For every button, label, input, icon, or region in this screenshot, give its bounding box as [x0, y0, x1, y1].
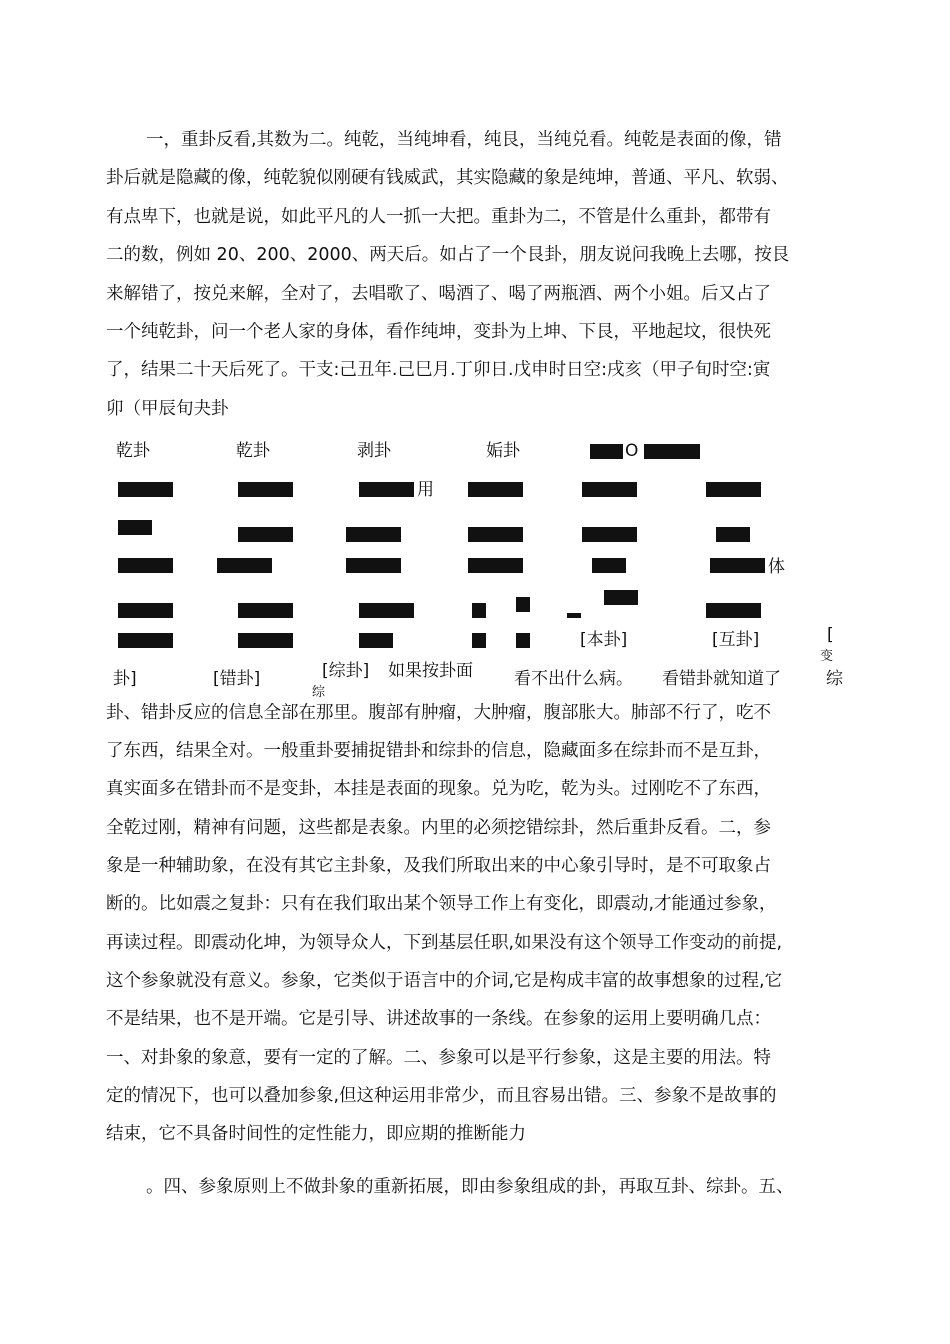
text-line: 了，结果二十天后死了。干支:己丑年.己巳月.丁卯日.戊申时日空:戌亥（甲子旬时空:寅 — [106, 360, 771, 380]
text-line: 卯（甲辰旬夬卦 — [106, 399, 229, 419]
hexagram-caption: [本卦] — [580, 630, 628, 650]
text-line: 真实面多在错卦而不是变卦，本挂是表面的现象。兑为吃，乾为头。过刚吃不了东西， — [106, 779, 771, 799]
text-line: 来解错了，按兑来解，全对了，去唱歌了、喝酒了、喝了两瓶酒、两个小姐。后又占了 — [106, 284, 771, 304]
yao-line — [590, 444, 623, 459]
yao-line — [359, 482, 414, 497]
yao-line — [716, 527, 750, 542]
yao-line — [118, 633, 173, 648]
yao-line — [592, 558, 626, 573]
text-line: 二的数，例如 20、200、2000、两天后。如占了一个艮卦，朋友说问我晚上去哪，按艮 — [106, 245, 790, 265]
yao-line — [359, 603, 414, 618]
ti-label: 体 — [768, 557, 785, 577]
yao-line — [359, 633, 393, 648]
overlap-text: 看错卦就知道了 — [662, 669, 781, 689]
yao-line — [238, 603, 293, 618]
yao-line — [604, 590, 638, 605]
text-line: 一个纯乾卦，问一个老人家的身体，看作纯坤，变卦为上坤、下艮，平地起坟，很快死 — [106, 322, 771, 342]
yao-line — [217, 558, 272, 573]
text-line: 全乾过刚，精神有问题，这些都是表象。内里的必须挖错综卦，然后重卦反看。二，参 — [106, 818, 771, 838]
yao-line — [238, 633, 293, 648]
text-line: 这个参象就没有意义。参象，它类似于语言中的介词,它是构成丰富的故事想象的过程,它 — [106, 971, 783, 991]
yao-line — [238, 482, 293, 497]
yao-line — [706, 603, 761, 618]
hexagram-label: 乾卦 — [116, 441, 150, 461]
text-line: 再读过程。即震动化坤，为领导众人，下到基层任职,如果没有这个领导工作变动的前提, — [106, 933, 783, 953]
yao-line — [706, 482, 761, 497]
overlap-text: 如果按卦面 — [388, 661, 473, 681]
hexagram-caption: [互卦] — [712, 630, 760, 650]
hexagram-label: 乾卦 — [236, 441, 270, 461]
yao-line — [582, 527, 637, 542]
yao-line — [468, 482, 523, 497]
yao-line — [118, 482, 173, 497]
yao-line — [118, 603, 173, 618]
hexagram-label: 姤卦 — [486, 441, 520, 461]
hexagram-caption: [综卦] — [322, 661, 370, 681]
yao-line — [118, 558, 173, 573]
yao-line — [582, 482, 637, 497]
yao-line — [118, 520, 152, 535]
yao-line — [644, 444, 700, 459]
yong-label: 用 — [417, 480, 434, 500]
yao-line — [516, 597, 530, 612]
text-line: 不是结果，也不是开端。它是引导、讲述故事的一条线。在参象的运用上要明确几点： — [106, 1009, 771, 1029]
text-line: 卦后就是隐藏的像，纯乾貌似刚硬有钱威武，其实隐藏的象是纯坤，普通、平凡、软弱、 — [106, 168, 789, 188]
hexagram-caption: [ — [827, 625, 834, 645]
yao-line — [472, 633, 486, 648]
text-line: 定的情况下，也可以叠加参象,但这种运用非常少，而且容易出错。三、参象不是故事的 — [106, 1086, 777, 1106]
text-line: 一，重卦反看,其数为二。纯乾，当纯坤看，纯艮，当纯兑看。纯乾是表面的像，错 — [146, 130, 782, 150]
yao-line — [346, 527, 401, 542]
yao-line — [346, 558, 401, 573]
overlap-text: 综 — [826, 669, 843, 689]
text-line: 结束，它不具备时间性的定性能力，即应期的推断能力 — [106, 1124, 526, 1144]
text-line: 一、对卦象的象意，要有一定的了解。二、参象可以是平行参象，这是主要的用法。特 — [106, 1048, 771, 1068]
yao-line — [238, 527, 293, 542]
text-line: 卦、错卦反应的信息全部在那里。腹部有肿瘤，大肿瘤，腹部胀大。肺部不行了，吃不 — [106, 703, 771, 723]
hexagram-caption: 变 — [820, 649, 834, 664]
text-line: 有点卑下，也就是说，如此平凡的人一抓一大把。重卦为二，不管是什么重卦，都带有 — [106, 207, 771, 227]
yao-line — [516, 633, 530, 648]
yao-line — [710, 558, 765, 573]
hexagram-label: 剥卦 — [357, 441, 391, 461]
overlap-text: 综 — [312, 685, 326, 700]
yao-line — [567, 613, 581, 618]
yao-line — [468, 558, 523, 573]
paragraph-3: 。四、参象原则上不做卦象的重新拓展，即由参象组成的卦，再取互卦、综卦。五、 — [146, 1177, 794, 1197]
overlap-text: 看不出什么病。 — [514, 669, 633, 689]
moving-line-marker: O — [625, 441, 639, 461]
yao-line — [472, 603, 486, 618]
hexagram-caption: [错卦] — [213, 669, 261, 689]
text-line: 象是一种辅助象，在没有其它主卦象，及我们所取出来的中心象引导时，是不可取象占 — [106, 856, 771, 876]
hexagram-caption: 卦] — [113, 669, 137, 689]
text-line: 断的。比如震之复卦：只有在我们取出某个领导工作上有变化，即震动,才能通过参象， — [106, 894, 777, 914]
yao-line — [468, 527, 523, 542]
text-line: 了东西，结果全对。一般重卦要捕捉错卦和综卦的信息，隐藏面多在综卦而不是互卦， — [106, 741, 771, 761]
